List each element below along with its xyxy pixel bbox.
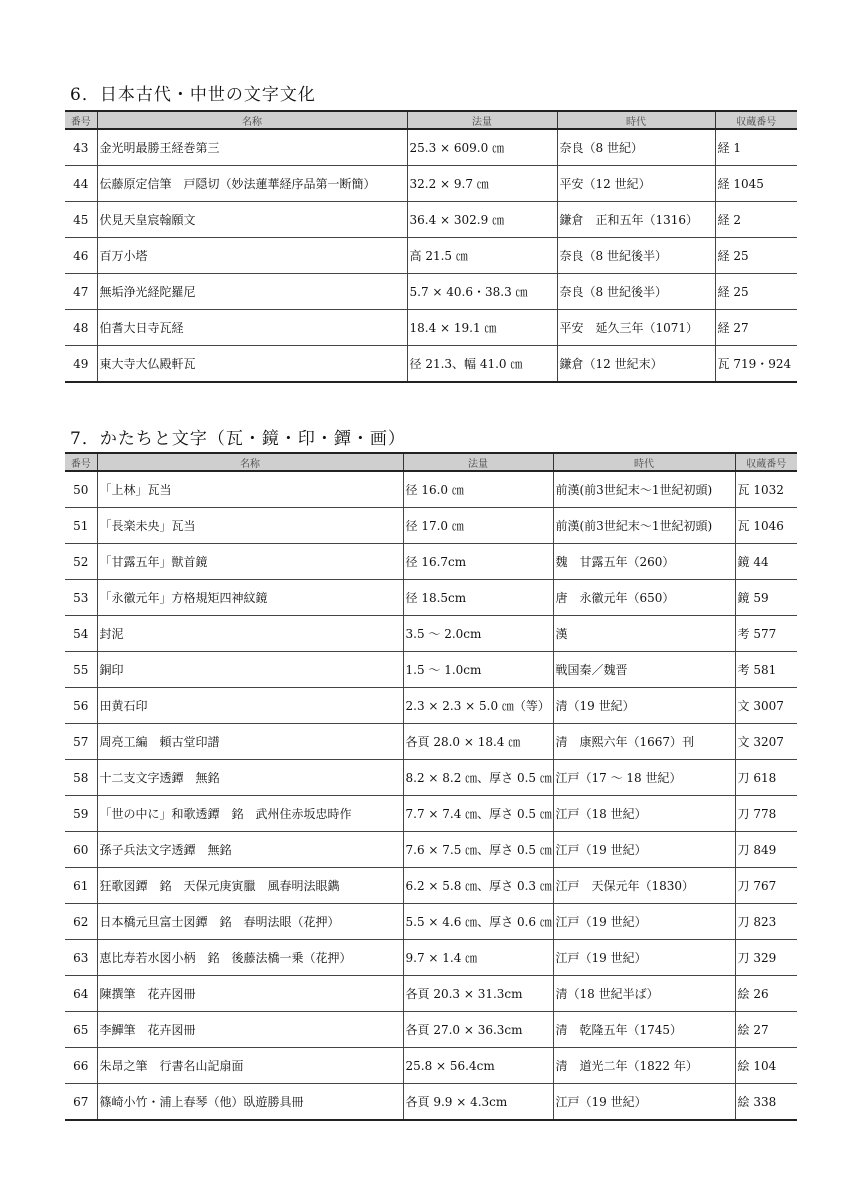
cell-inventory: 鏡 44 — [735, 544, 797, 580]
cell-name: 「上林」瓦当 — [97, 471, 403, 508]
table-row — [65, 796, 797, 832]
cell-no: 50 — [65, 471, 97, 508]
cell-period: 清 道光二年（1822 年） — [553, 1048, 735, 1084]
cell-name: 「甘露五年」獣首鏡 — [97, 544, 403, 580]
table-row — [65, 724, 797, 760]
cell-period: 平安 延久三年（1071） — [557, 310, 715, 346]
cell-inventory: 刀 849 — [735, 832, 797, 868]
cell-no: 44 — [65, 166, 97, 202]
cell-inventory: 絵 26 — [735, 976, 797, 1012]
cell-inventory: 経 1045 — [715, 166, 797, 202]
cell-inventory: 瓦 1032 — [735, 471, 797, 508]
cell-period: 漢 — [553, 616, 735, 652]
table-row — [65, 1084, 797, 1121]
cell-no: 45 — [65, 202, 97, 238]
header-period: 時代 — [557, 111, 715, 129]
table-row — [65, 904, 797, 940]
cell-name: 百万小塔 — [97, 238, 407, 274]
cell-period: 清（19 世紀） — [553, 688, 735, 724]
cell-size: 各頁 28.0 × 18.4 ㎝ — [403, 724, 553, 760]
cell-no: 66 — [65, 1048, 97, 1084]
cell-size: 径 21.3、幅 41.0 ㎝ — [407, 346, 557, 383]
cell-inventory: 考 581 — [735, 652, 797, 688]
cell-inventory: 刀 778 — [735, 796, 797, 832]
cell-name: 朱昂之筆 行書名山記扇面 — [97, 1048, 403, 1084]
cell-name: 「長楽未央」瓦当 — [97, 508, 403, 544]
table-row — [65, 976, 797, 1012]
cell-period: 江戸（19 世紀） — [553, 832, 735, 868]
cell-name: 孫子兵法文字透鐔 無銘 — [97, 832, 403, 868]
header-no: 番号 — [65, 453, 97, 471]
cell-size: 5.5 × 4.6 ㎝、厚さ 0.6 ㎝ — [403, 904, 553, 940]
cell-inventory: 経 25 — [715, 238, 797, 274]
cell-inventory: 経 27 — [715, 310, 797, 346]
table-row — [65, 1048, 797, 1084]
cell-inventory: 経 2 — [715, 202, 797, 238]
cell-period: 魏 甘露五年（260） — [553, 544, 735, 580]
cell-no: 60 — [65, 832, 97, 868]
cell-inventory: 考 577 — [735, 616, 797, 652]
cell-period: 前漢(前3世紀末～1世紀初頭) — [553, 471, 735, 508]
cell-size: 各頁 20.3 × 31.3cm — [403, 976, 553, 1012]
catalog-table-section-6 — [65, 110, 797, 383]
cell-no: 61 — [65, 868, 97, 904]
table-row — [65, 688, 797, 724]
cell-no: 64 — [65, 976, 97, 1012]
table-row — [65, 471, 797, 508]
cell-inventory: 瓦 1046 — [735, 508, 797, 544]
cell-inventory: 瓦 719・924 — [715, 346, 797, 383]
cell-period: 平安（12 世紀） — [557, 166, 715, 202]
table-row — [65, 940, 797, 976]
cell-size: 18.4 × 19.1 ㎝ — [407, 310, 557, 346]
cell-no: 43 — [65, 129, 97, 166]
header-name: 名称 — [97, 453, 403, 471]
cell-size: 2.3 × 2.3 × 5.0 ㎝（等） — [403, 688, 553, 724]
cell-period: 清 康熙六年（1667）刊 — [553, 724, 735, 760]
cell-period: 江戸（19 世紀） — [553, 940, 735, 976]
table-row — [65, 129, 797, 166]
cell-name: 篠崎小竹・浦上春琴（他）臥遊勝具冊 — [97, 1084, 403, 1121]
cell-name: 陳撰筆 花卉図冊 — [97, 976, 403, 1012]
cell-no: 46 — [65, 238, 97, 274]
catalog-table-section-7 — [65, 452, 797, 1121]
table-row — [65, 346, 797, 383]
cell-period: 鎌倉 正和五年（1316） — [557, 202, 715, 238]
cell-period: 前漢(前3世紀末～1世紀初頭) — [553, 508, 735, 544]
cell-no: 47 — [65, 274, 97, 310]
cell-name: 田黄石印 — [97, 688, 403, 724]
table-row — [65, 616, 797, 652]
header-size: 法量 — [403, 453, 553, 471]
cell-no: 57 — [65, 724, 97, 760]
cell-inventory: 文 3207 — [735, 724, 797, 760]
header-inventory: 収蔵番号 — [735, 453, 797, 471]
table-row — [65, 544, 797, 580]
cell-name: 十二支文字透鐔 無銘 — [97, 760, 403, 796]
cell-no: 62 — [65, 904, 97, 940]
cell-size: 6.2 × 5.8 ㎝、厚さ 0.3 ㎝ — [403, 868, 553, 904]
cell-size: 各頁 9.9 × 4.3cm — [403, 1084, 553, 1121]
section-title-7: 7．かたちと文字（瓦・鏡・印・鐔・画） — [70, 429, 406, 449]
cell-period: 奈良（8 世紀後半） — [557, 238, 715, 274]
cell-name: 東大寺大仏殿軒瓦 — [97, 346, 407, 383]
cell-no: 55 — [65, 652, 97, 688]
cell-name: 伏見天皇宸翰願文 — [97, 202, 407, 238]
cell-no: 53 — [65, 580, 97, 616]
table-row — [65, 1012, 797, 1048]
cell-name: 日本橋元旦富士図鐔 銘 春明法眼（花押） — [97, 904, 403, 940]
cell-name: 恵比寿若水図小柄 銘 後藤法橋一乗（花押） — [97, 940, 403, 976]
header-no: 番号 — [65, 111, 97, 129]
header-name: 名称 — [97, 111, 407, 129]
header-size: 法量 — [407, 111, 557, 129]
cell-size: 1.5 ～ 1.0cm — [403, 652, 553, 688]
cell-no: 54 — [65, 616, 97, 652]
cell-no: 52 — [65, 544, 97, 580]
cell-inventory: 刀 823 — [735, 904, 797, 940]
cell-size: 径 16.0 ㎝ — [403, 471, 553, 508]
cell-no: 49 — [65, 346, 97, 383]
cell-period: 戦国秦／魏晋 — [553, 652, 735, 688]
cell-inventory: 鏡 59 — [735, 580, 797, 616]
cell-no: 67 — [65, 1084, 97, 1121]
cell-no: 65 — [65, 1012, 97, 1048]
header-period: 時代 — [553, 453, 735, 471]
cell-period: 唐 永徽元年（650） — [553, 580, 735, 616]
cell-size: 3.5 ～ 2.0cm — [403, 616, 553, 652]
cell-size: 5.7 × 40.6・38.3 ㎝ — [407, 274, 557, 310]
cell-name: 伝藤原定信筆 戸隠切（妙法蓮華経序品第一断簡） — [97, 166, 407, 202]
cell-size: 8.2 × 8.2 ㎝、厚さ 0.5 ㎝ — [403, 760, 553, 796]
table-row — [65, 760, 797, 796]
cell-inventory: 経 25 — [715, 274, 797, 310]
cell-name: 金光明最勝王経巻第三 — [97, 129, 407, 166]
cell-size: 25.8 × 56.4cm — [403, 1048, 553, 1084]
cell-name: 狂歌図鐔 銘 天保元庚寅臘 風春明法眼鐫 — [97, 868, 403, 904]
cell-no: 48 — [65, 310, 97, 346]
cell-period: 江戸（19 世紀） — [553, 1084, 735, 1121]
cell-period: 清（18 世紀半ば） — [553, 976, 735, 1012]
cell-name: 「世の中に」和歌透鐔 銘 武州住赤坂忠時作 — [97, 796, 403, 832]
table-row — [65, 868, 797, 904]
cell-inventory: 文 3007 — [735, 688, 797, 724]
cell-size: 径 18.5cm — [403, 580, 553, 616]
cell-inventory: 絵 27 — [735, 1012, 797, 1048]
cell-no: 51 — [65, 508, 97, 544]
cell-size: 径 16.7cm — [403, 544, 553, 580]
cell-period: 奈良（8 世紀） — [557, 129, 715, 166]
cell-inventory: 刀 618 — [735, 760, 797, 796]
table-row — [65, 274, 797, 310]
cell-size: 7.7 × 7.4 ㎝、厚さ 0.5 ㎝ — [403, 796, 553, 832]
section-title-6: 6．日本古代・中世の文字文化 — [70, 85, 316, 105]
cell-period: 江戸（18 世紀） — [553, 796, 735, 832]
cell-name: 伯耆大日寺瓦経 — [97, 310, 407, 346]
table-row — [65, 832, 797, 868]
table-row — [65, 508, 797, 544]
table-row — [65, 238, 797, 274]
cell-period: 江戸 天保元年（1830） — [553, 868, 735, 904]
cell-period: 奈良（8 世紀後半） — [557, 274, 715, 310]
cell-inventory: 刀 329 — [735, 940, 797, 976]
table-header-row — [65, 453, 797, 471]
cell-name: 無垢浄光経陀羅尼 — [97, 274, 407, 310]
table-row — [65, 580, 797, 616]
cell-size: 25.3 × 609.0 ㎝ — [407, 129, 557, 166]
cell-name: 銅印 — [97, 652, 403, 688]
table-row — [65, 166, 797, 202]
cell-period: 江戸（17 ～ 18 世紀） — [553, 760, 735, 796]
cell-size: 36.4 × 302.9 ㎝ — [407, 202, 557, 238]
cell-name: 「永徽元年」方格規矩四神紋鏡 — [97, 580, 403, 616]
cell-size: 径 17.0 ㎝ — [403, 508, 553, 544]
cell-name: 周亮工編 頼古堂印譜 — [97, 724, 403, 760]
cell-inventory: 絵 104 — [735, 1048, 797, 1084]
cell-inventory: 経 1 — [715, 129, 797, 166]
cell-size: 各頁 27.0 × 36.3cm — [403, 1012, 553, 1048]
cell-no: 59 — [65, 796, 97, 832]
cell-no: 56 — [65, 688, 97, 724]
cell-period: 江戸（19 世紀） — [553, 904, 735, 940]
cell-size: 7.6 × 7.5 ㎝、厚さ 0.5 ㎝ — [403, 832, 553, 868]
header-inventory: 収蔵番号 — [715, 111, 797, 129]
cell-name: 封泥 — [97, 616, 403, 652]
table-header-row — [65, 111, 797, 129]
cell-size: 9.7 × 1.4 ㎝ — [403, 940, 553, 976]
table-row — [65, 202, 797, 238]
cell-period: 鎌倉（12 世紀末） — [557, 346, 715, 383]
cell-period: 清 乾隆五年（1745） — [553, 1012, 735, 1048]
cell-inventory: 刀 767 — [735, 868, 797, 904]
cell-no: 58 — [65, 760, 97, 796]
cell-size: 高 21.5 ㎝ — [407, 238, 557, 274]
cell-inventory: 絵 338 — [735, 1084, 797, 1121]
cell-name: 李鱓筆 花卉図冊 — [97, 1012, 403, 1048]
table-row — [65, 652, 797, 688]
cell-no: 63 — [65, 940, 97, 976]
cell-size: 32.2 × 9.7 ㎝ — [407, 166, 557, 202]
table-row — [65, 310, 797, 346]
